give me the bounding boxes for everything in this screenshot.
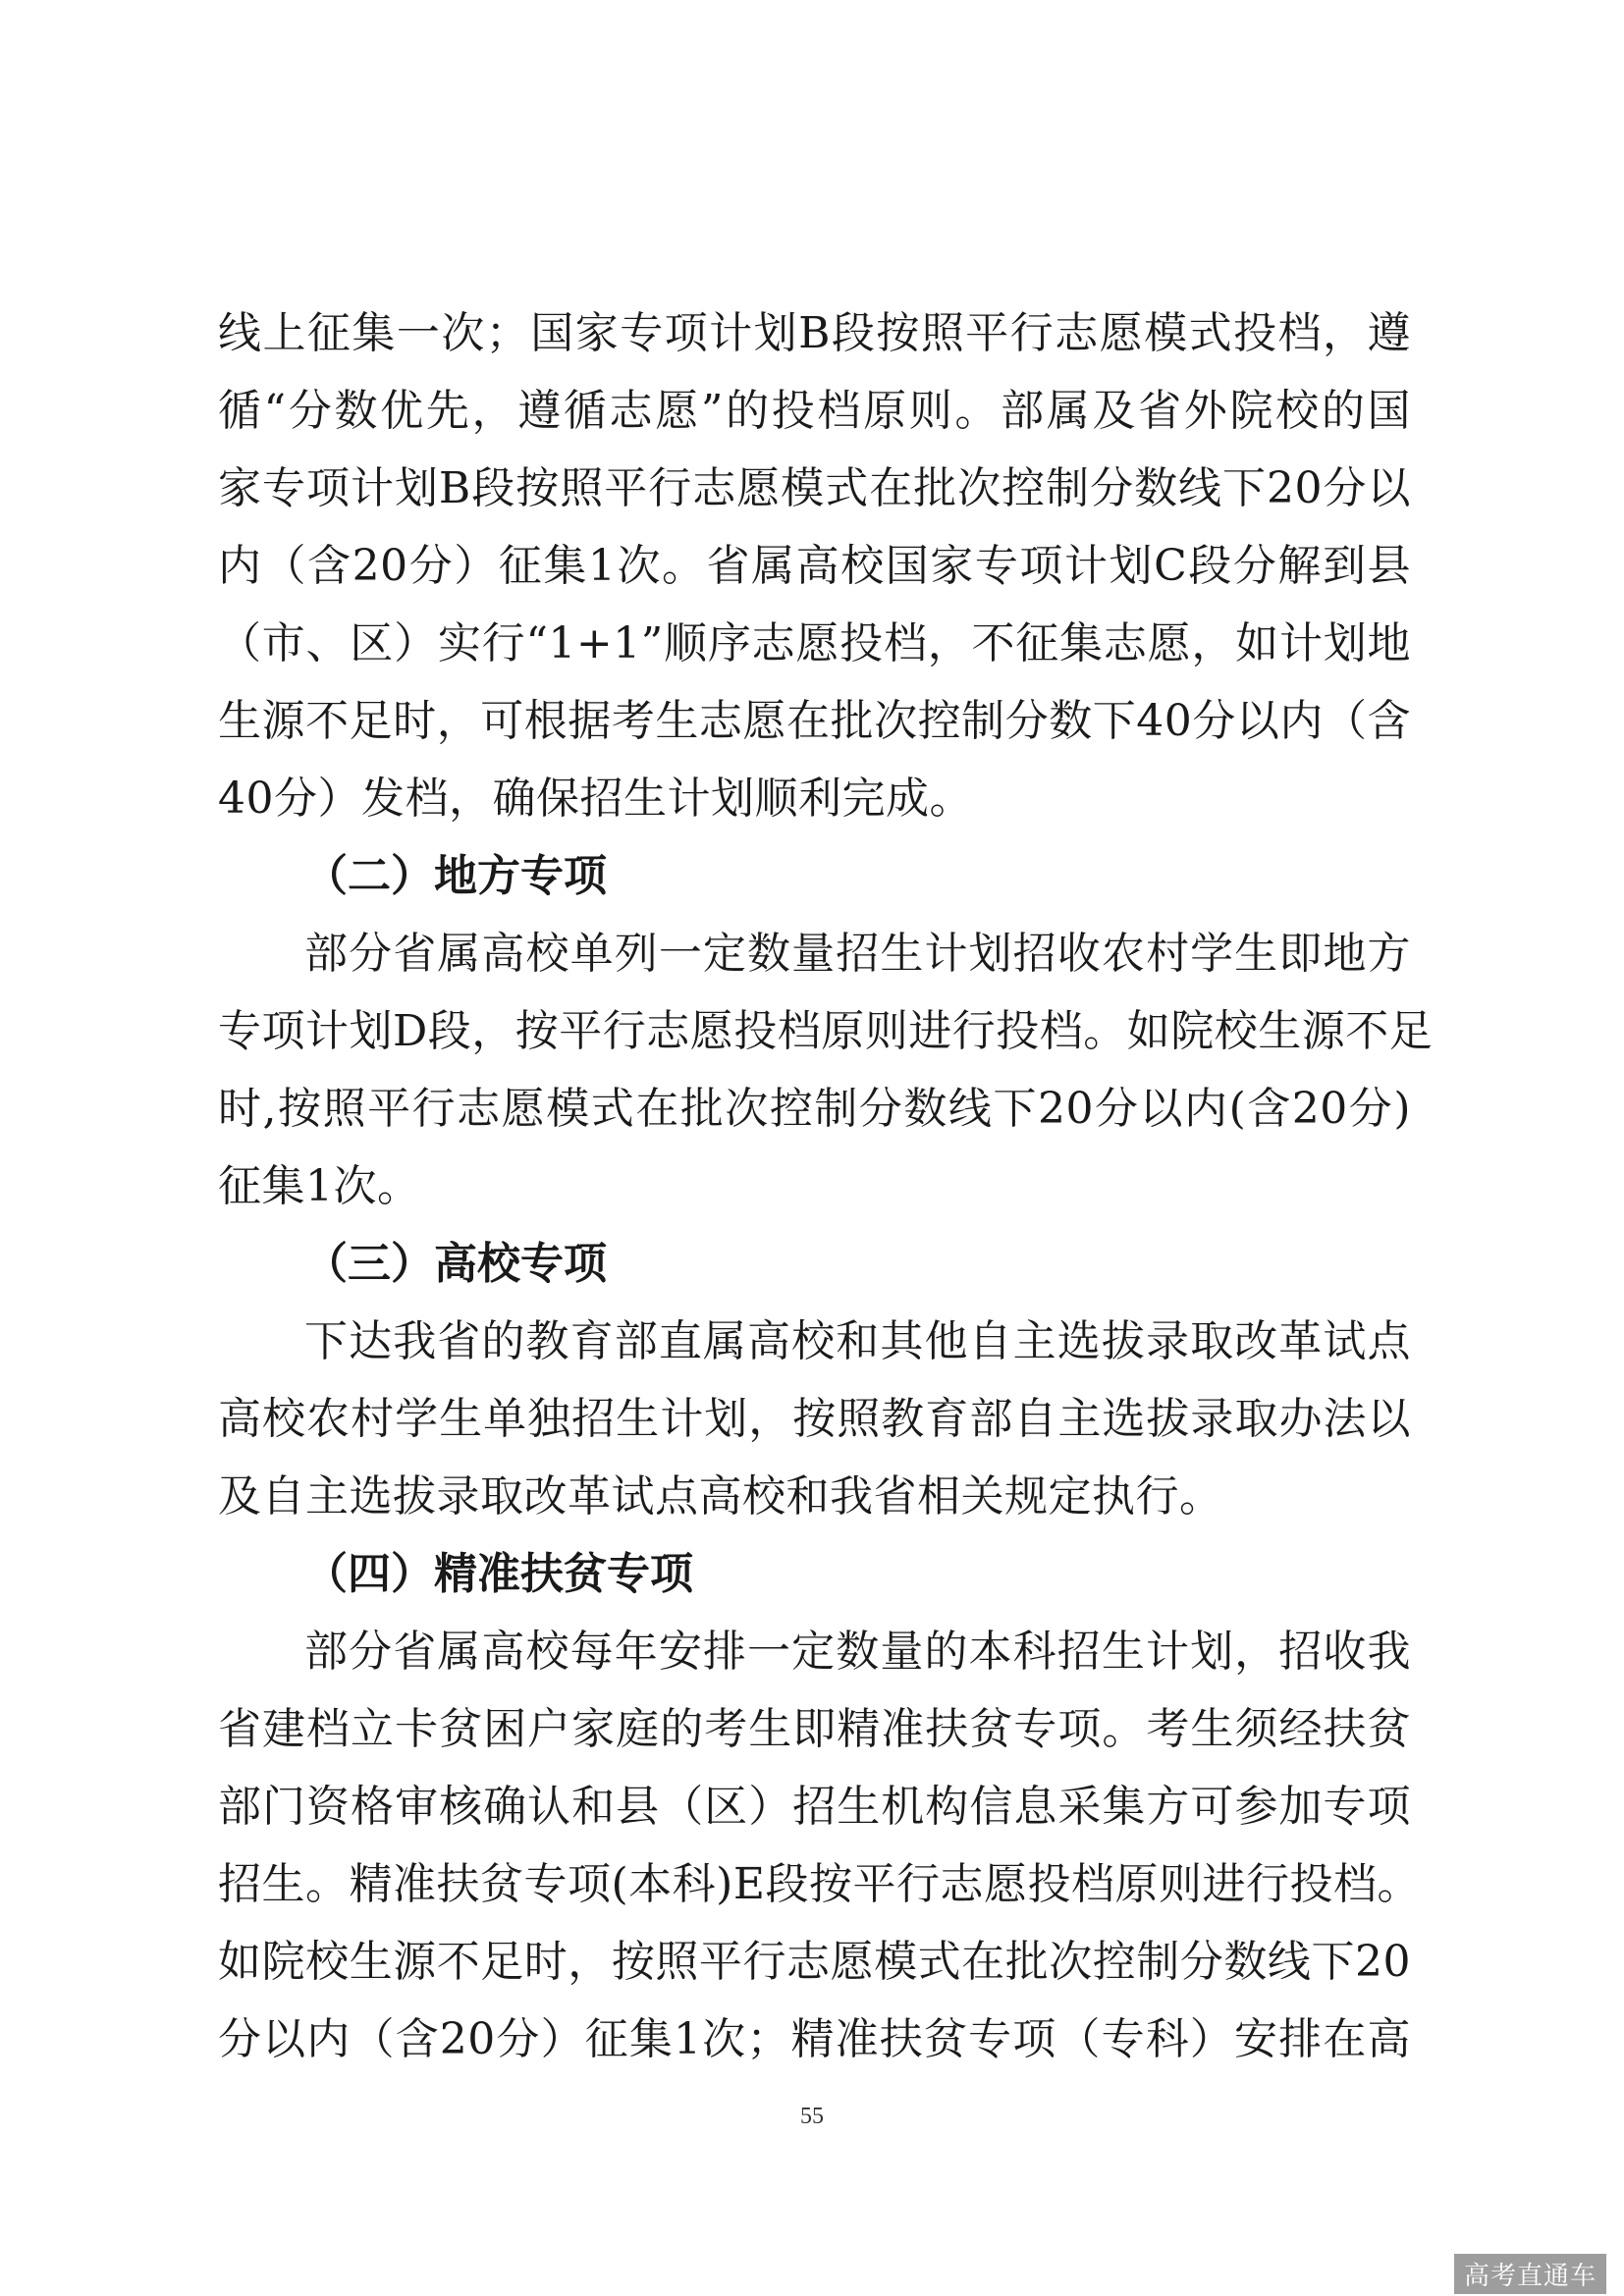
paragraph-line: 下达我省的教育部直属高校和其他自主选拔录取改革试点 (304, 1316, 1411, 1366)
paragraph-line: 时,按照平行志愿模式在批次控制分数线下20分以内(含20分) (218, 1084, 1411, 1134)
paragraph-line: 分以内（含20分）征集1次；精准扶贫专项（专科）安排在高 (218, 2014, 1411, 2064)
paragraph-line: （市、区）实行“1+1”顺序志愿投档，不征集志愿，如计划地 (218, 618, 1411, 668)
paragraph-line: 部分省属高校单列一定数量招生计划招收农村学生即地方 (304, 929, 1411, 979)
paragraph-line: 招生。精准扶贫专项(本科)E段按平行志愿投档原则进行投档。 (218, 1859, 1421, 1909)
paragraph-line: 征集1次。 (218, 1161, 421, 1211)
paragraph-line: 40分）发档，确保招生计划顺利完成。 (218, 774, 973, 824)
section-heading-local-special: （二）地方专项 (304, 851, 607, 901)
section-heading-university-special: （三）高校专项 (304, 1239, 607, 1289)
paragraph-line: 家专项计划B段按照平行志愿模式在批次控制分数线下20分以 (218, 463, 1411, 513)
paragraph-line: 循“分数优先，遵循志愿”的投档原则。部属及省外院校的国 (218, 386, 1411, 436)
paragraph-line: 如院校生源不足时，按照平行志愿模式在批次控制分数线下20 (218, 1937, 1411, 1987)
paragraph-line: 内（含20分）征集1次。省属高校国家专项计划C段分解到县 (218, 541, 1411, 591)
paragraph-line: 高校农村学生单独招生计划，按照教育部自主选拔录取办法以 (218, 1394, 1411, 1444)
paragraph-line: 生源不足时，可根据考生志愿在批次控制分数下40分以内（含 (218, 696, 1411, 746)
watermark-logo: 高考直通车 (1454, 2254, 1606, 2294)
page-number: 55 (800, 2104, 824, 2129)
paragraph-line: 及自主选拔录取改革试点高校和我省相关规定执行。 (218, 1471, 1223, 1522)
paragraph-line: 部分省属高校每年安排一定数量的本科招生计划，招收我 (304, 1627, 1411, 1677)
document-body (218, 294, 1434, 2078)
section-heading-poverty-special: （四）精准扶贫专项 (304, 1549, 693, 1599)
paragraph-line: 专项计划D段，按平行志愿投档原则进行投档。如院校生源不足 (218, 1006, 1434, 1056)
paragraph-line: 线上征集一次；国家专项计划B段按照平行志愿模式投档，遵 (218, 308, 1411, 358)
paragraph-line: 部门资格审核确认和县（区）招生机构信息采集方可参加专项 (218, 1782, 1411, 1832)
paragraph-line: 省建档立卡贫困户家庭的考生即精准扶贫专项。考生须经扶贫 (218, 1704, 1411, 1754)
